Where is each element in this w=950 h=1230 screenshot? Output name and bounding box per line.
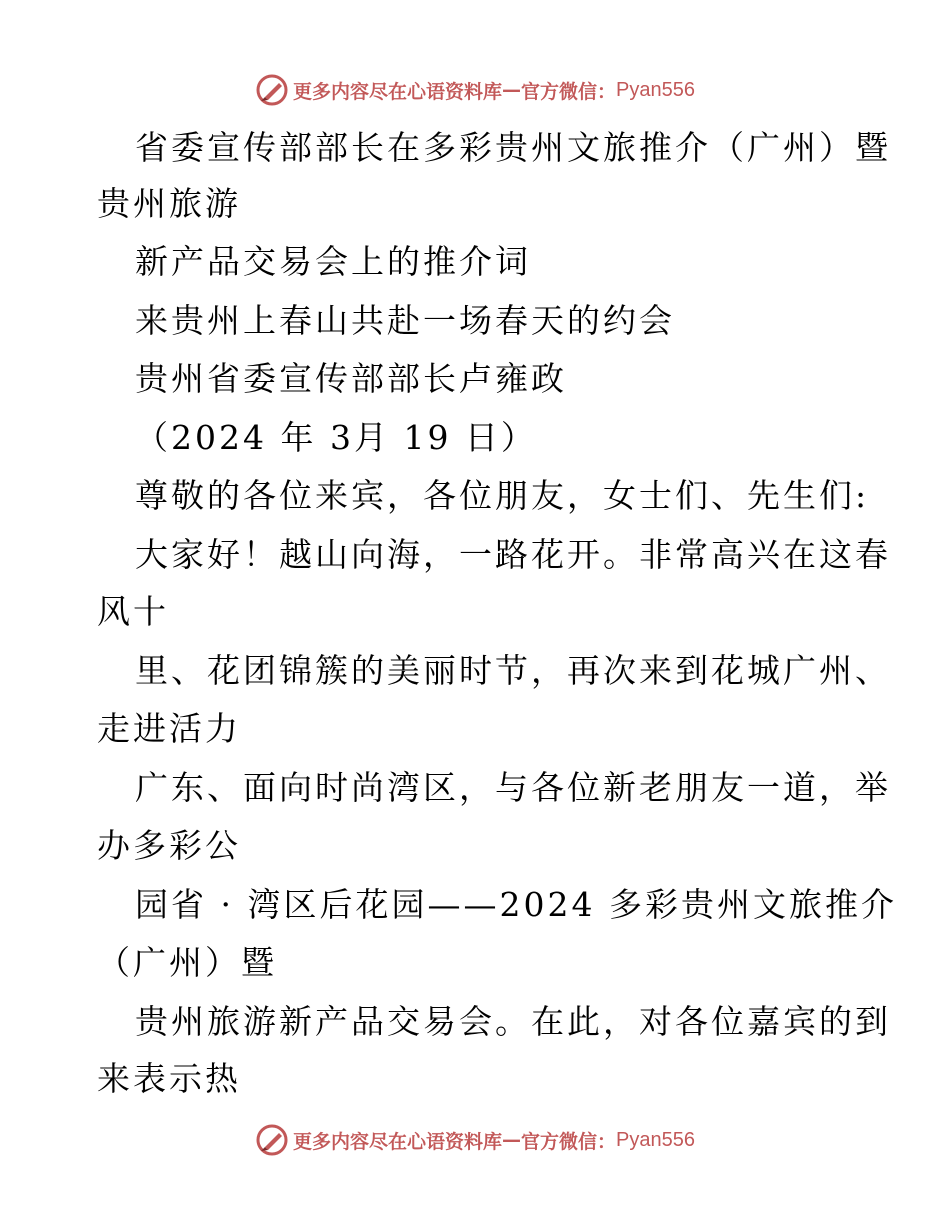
footer-watermark-text: 更多内容尽在心语资料库 [293,1130,503,1153]
body-line: 来贵州上春山共赴一场春天的约会 [135,301,675,340]
body-line: 贵州省委宣传部部长卢雍政 [135,359,567,398]
body-line: （广州）暨 [97,943,277,982]
body-line: 新产品交易会上的推介词 [135,242,531,281]
body-line: 广东、面向时尚湾区，与各位新老朋友一道，举 [135,768,891,807]
footer-watermark [0,1120,950,1160]
body-line: 办多彩公 [97,826,241,865]
footer-watermark-id: Pyan556 [616,1128,695,1151]
header-watermark-contact: 官方微信： [521,80,617,103]
header-watermark-text: 更多内容尽在心语资料库 [293,80,503,103]
quill-pen-logo-icon [255,73,289,107]
header-watermark [0,70,950,110]
header-watermark-dash: — [502,79,522,101]
body-line: 来表示热 [97,1059,241,1098]
footer-watermark-contact: 官方微信： [521,1130,617,1153]
body-line: 尊敬的各位来宾，各位朋友，女士们、先生们: [135,476,870,515]
quill-pen-logo-icon [255,1123,289,1157]
body-line: 省委宣传部部长在多彩贵州文旅推介（广州）暨 [135,128,891,167]
body-line: 园省 · 湾区后花园——2024 多彩贵州文旅推介 [135,885,897,924]
body-line: 贵州旅游 [97,184,241,223]
header-watermark-id: Pyan556 [616,78,695,101]
body-line: 大家好！越山向海，一路花开。非常高兴在这春 [135,535,891,574]
body-line: 走进活力 [97,709,241,748]
body-line: （2024 年 3月 19 日） [135,418,537,457]
body-line: 风十 [97,592,169,631]
footer-watermark-dash: — [502,1129,522,1151]
body-line: 里、花团锦簇的美丽时节，再次来到花城广州、 [135,651,891,690]
body-line: 贵州旅游新产品交易会。在此，对各位嘉宾的到 [135,1002,891,1041]
